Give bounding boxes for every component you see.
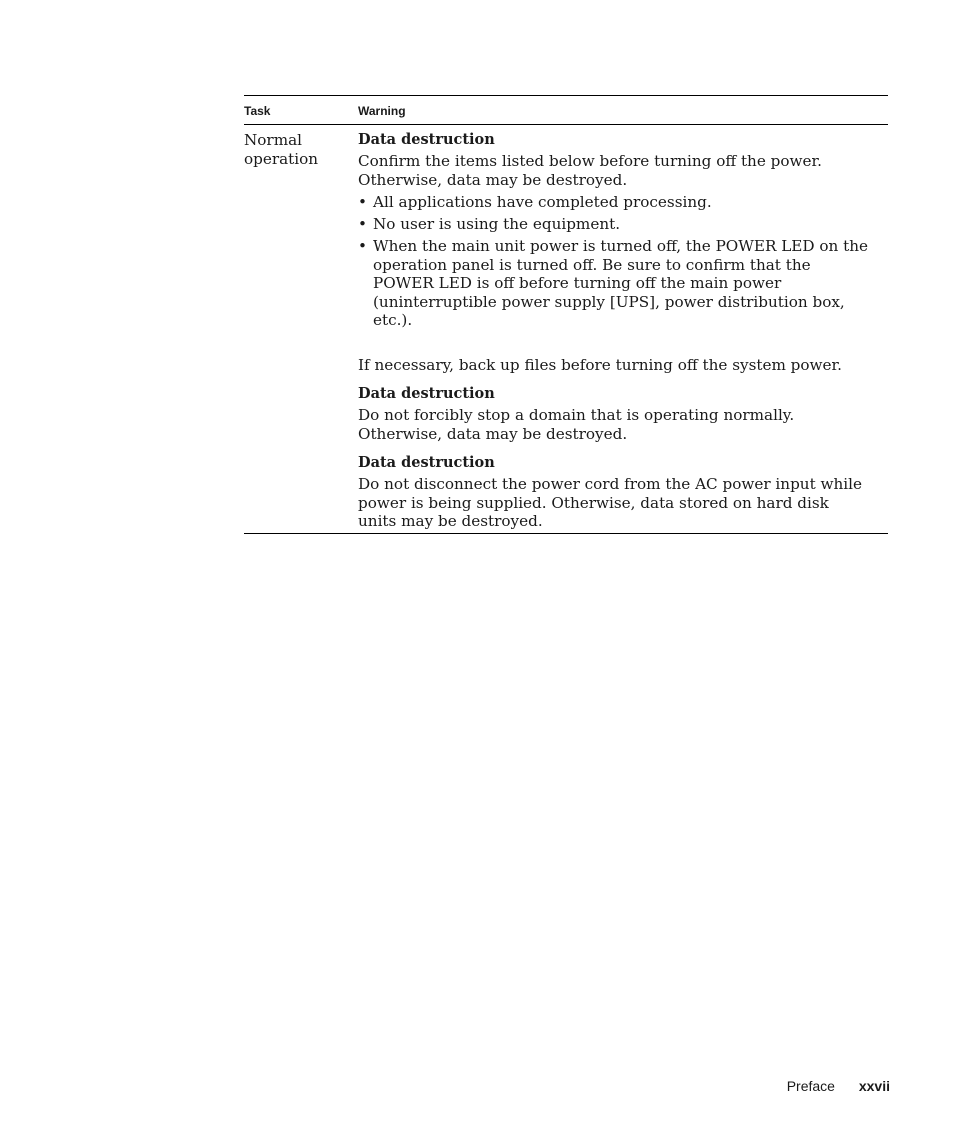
list-item: • When the main unit power is turned off, the POWER LED on the operation panel is turned off. Be sure to confirm that the POWER LED is off before turning off the main power (uninterruptible power supply [UPS], power distribution box, etc.). <box>358 237 870 330</box>
warning-table <box>244 95 888 534</box>
warning-block <box>358 131 870 374</box>
warning-cell <box>358 125 870 533</box>
warning-block <box>358 454 870 531</box>
task-cell: Normal operation <box>244 131 319 168</box>
column-header-task: Task <box>244 104 271 118</box>
page-number: xxvii <box>858 1078 890 1094</box>
warning-text: Confirm the items listed below before turning off the power. Otherwise, data may be destroyed. <box>358 152 822 189</box>
warning-title: Data destruction <box>358 131 495 148</box>
table-header <box>244 96 888 125</box>
warning-title: Data destruction <box>358 385 495 402</box>
warning-text: Do not disconnect the power cord from the AC power input while power is being supplied. Otherwise, data stored on hard disk units may be destroyed. <box>358 475 862 530</box>
list-item: • No user is using the equipment. <box>358 215 870 234</box>
backup-note: If necessary, back up files before turning off the system power. <box>358 355 842 374</box>
warning-bullet-list <box>358 193 870 330</box>
page-footer <box>787 1078 890 1094</box>
warning-text: Do not forcibly stop a domain that is operating normally. Otherwise, data may be destroyed. <box>358 406 795 443</box>
column-header-warning: Warning <box>358 104 406 118</box>
warning-title: Data destruction <box>358 454 495 471</box>
warning-block <box>358 385 870 443</box>
table-row <box>244 125 888 533</box>
list-item: • All applications have completed processing. <box>358 193 870 212</box>
footer-section-name: Preface <box>786 1078 835 1094</box>
